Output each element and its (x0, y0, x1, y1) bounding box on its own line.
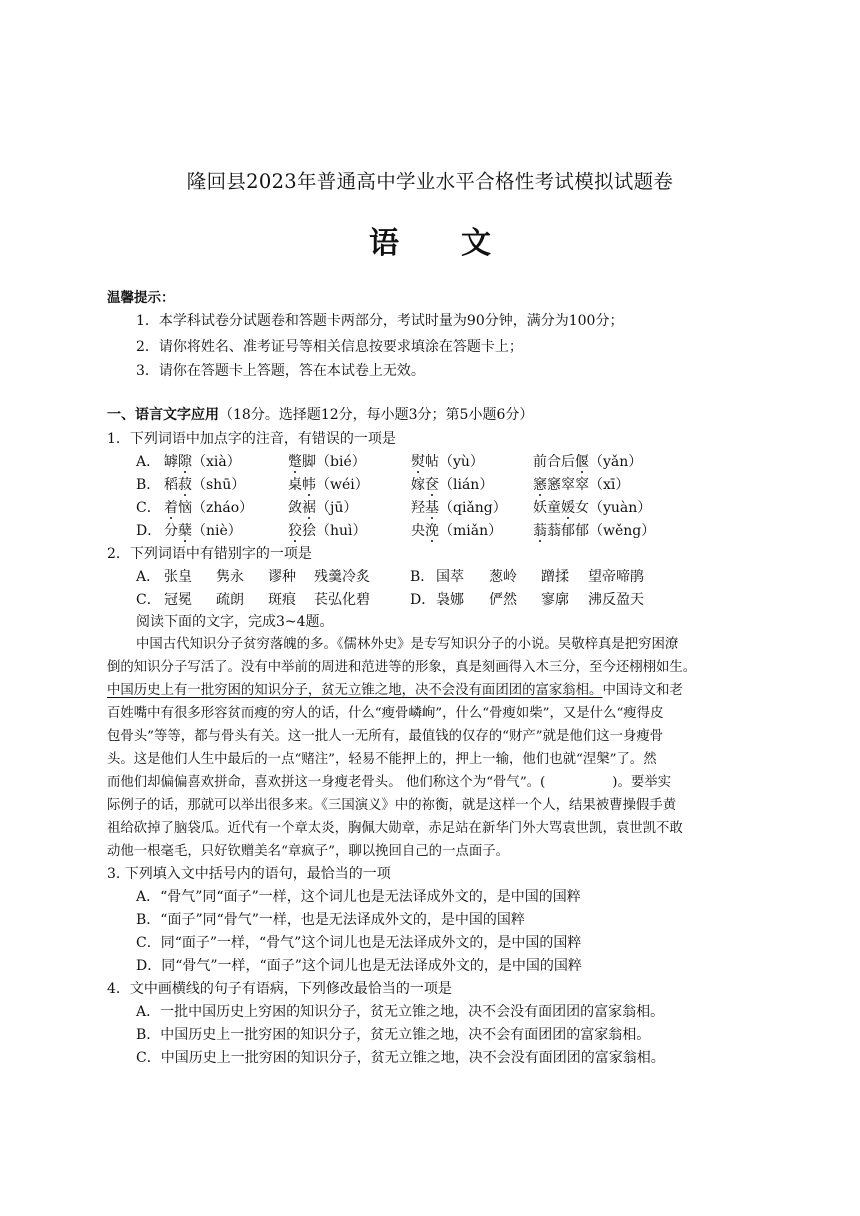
q4-option: A．一批中国历史上穷困的知识分子，贫无立锥之地，决不会没有面团团的富家翁相。 (136, 1004, 665, 1020)
item-text: （niè） (192, 523, 242, 539)
pinyin-item (164, 475, 245, 495)
item-text: 羟 (411, 500, 425, 516)
passage-line: 倒的知识分子写活了。没有中举前的周进和范进等的形象，真是刻画得入木三分，至今还栩栩如生。 (107, 660, 697, 675)
question-stem: 4．文中画横线的句子有语病，下列修改最恰当的一项是 (107, 981, 452, 997)
option-word: 袅娜 (436, 592, 464, 608)
item-text: 恼（zháo） (178, 500, 254, 516)
pinyin-item (533, 452, 642, 472)
dotted-char: 隙 (178, 454, 192, 470)
option-word: 残羹冷炙 (314, 569, 370, 585)
q3-option: B．“面子”同“骨气”一样，也是无法译成外文的，是中国的国粹 (136, 912, 525, 928)
dotted-char: 着 (164, 500, 178, 516)
subject-char: 文 (461, 226, 491, 261)
pinyin-item (533, 475, 629, 495)
dotted-char: 偃 (575, 454, 589, 470)
dotted-char: 蓊 (533, 523, 547, 539)
reading-intro: 阅读下面的文字，完成3~4题。 (136, 614, 334, 630)
item-text: （qiǎng） (439, 500, 507, 516)
tips-heading: 温馨提示： (107, 290, 175, 306)
subject-heading (0, 218, 860, 262)
pinyin-item (411, 521, 502, 541)
item-text: 蓊郁郁（wěng） (547, 523, 656, 539)
item-text: 窸窣窣（xī） (547, 477, 630, 493)
option-word: 苌弘化碧 (314, 592, 370, 608)
item-text: 央 (411, 523, 425, 539)
option-word: 冠冕 (164, 592, 192, 608)
dotted-char: 狡 (288, 523, 302, 539)
item-text: 敛 (288, 500, 302, 516)
option-label: B． (410, 569, 435, 585)
pinyin-item (164, 521, 242, 541)
tip-item: 2．请你将姓名、准考证号等相关信息按要求填涂在答题卡上； (136, 339, 523, 355)
option-word: 俨然 (489, 592, 517, 608)
passage-line: 百姓嘴中有很多形容贫而瘦的穷人的话，什么“瘦骨嶙峋”，什么“骨瘦如柴”，又是什么“瘦得皮 (107, 706, 664, 721)
question-stem: 3. 下列填入文中括号内的语句，最恰当的一项 (107, 866, 391, 882)
option-label: D． (136, 523, 162, 539)
item-text: 桌 (288, 477, 302, 493)
item-text: 帖（yù） (425, 454, 484, 470)
pinyin-item (411, 498, 507, 518)
dotted-char: 蘖 (178, 523, 192, 539)
section-note: （18分。选择题12分，每小题3分；第5小题6分） (219, 407, 534, 423)
dotted-char: 帏 (302, 477, 316, 493)
dotted-char: 熨 (411, 454, 425, 470)
q4-option: C．中国历史上一批穷困的知识分子，贫无立锥之地，决不会没有面团团的富家翁相。 (136, 1050, 665, 1066)
option-word: 沸反盈天 (588, 592, 644, 608)
option-label: A． (136, 454, 161, 470)
pinyin-item (288, 452, 366, 472)
option-word: 望帝啼鹃 (588, 569, 644, 585)
dotted-char: 菽 (178, 477, 192, 493)
item-text: （yǎn） (589, 454, 643, 470)
underlined-sentence: 中国历史上有一批穷困的知识分子，贫无立锥之地，决不会没有面团团的富家翁相。 (107, 683, 603, 698)
pinyin-item (288, 498, 357, 518)
dotted-char: 裾 (302, 500, 316, 516)
tip-item: 1．本学科试卷分试题卷和答题卡两部分，考试时量为90分钟，满分为100分； (136, 313, 624, 329)
passage-line: 际例子的话，那就可以举出很多来。《三国演义》中的祢衡，就是这样一个人，结果被曹操假手黄 (107, 798, 677, 813)
item-text: 罅 (164, 454, 178, 470)
item-text: 妖童 (533, 500, 561, 516)
item-text: （lián） (439, 477, 494, 493)
passage-line: 动他一根毫毛，只好钦赠美名“章疯子”，聊以挽回自己的一点面子。 (107, 844, 510, 859)
dotted-char: 浼 (425, 523, 439, 539)
dotted-char: 基 (425, 500, 439, 516)
pinyin-item (533, 498, 651, 518)
item-text: （xià） (192, 454, 241, 470)
passage-line (107, 681, 683, 701)
option-word: 隽永 (216, 569, 244, 585)
pinyin-item (288, 521, 367, 541)
q3-option: C．同“面子”一样，“骨气”这个词儿也是无法译成外文的，是中国的国粹 (136, 935, 582, 951)
item-text: 稻 (164, 477, 178, 493)
item-text: 嫁 (411, 477, 425, 493)
question-stem: 1．下列词语中加点字的注音，有错误的一项是 (107, 431, 396, 447)
item-text: 脚（bié） (302, 454, 366, 470)
q3-option: D．同“骨气”一样，“面子”这个词儿也是无法译成外文的，是中国的国粹 (136, 958, 582, 974)
pinyin-item (164, 498, 253, 518)
item-text: 女（yuàn） (575, 500, 652, 516)
section-heading (107, 405, 533, 425)
q3-option: A．“骨气”同“面子”一样，这个词儿也是无法译成外文的，是中国的国粹 (136, 889, 581, 905)
option-word: 蹭揉 (541, 569, 569, 585)
option-word: 谬种 (268, 569, 296, 585)
option-label: C． (136, 500, 161, 516)
pinyin-item (164, 452, 241, 472)
item-text: （miǎn） (439, 523, 503, 539)
dotted-char: 奁 (425, 477, 439, 493)
tip-item: 3．请你在答题卡上答题，答在本试卷上无效。 (136, 363, 425, 379)
option-label: B． (136, 477, 161, 493)
passage-line: 包骨头”等等，都与骨头有关。这一批人一无所有，最值钱的仅存的“财产”就是他们这一身瘦骨 (107, 729, 664, 744)
item-text: （shū） (192, 477, 246, 493)
passage-line: 头。这是他们人生中最后的一点“赌注”，轻易不能押上的，押上一输，他们也就“涅槃”了。然 (107, 752, 657, 767)
option-word: 疏朗 (216, 592, 244, 608)
option-label: D． (410, 592, 436, 608)
item-text: 分 (164, 523, 178, 539)
pinyin-item (411, 452, 484, 472)
option-word: 葱岭 (489, 569, 517, 585)
option-label: C． (136, 592, 161, 608)
item-text: （jū） (316, 500, 358, 516)
pinyin-item (288, 475, 369, 495)
dotted-char: 媛 (561, 500, 575, 516)
option-label: A． (136, 569, 161, 585)
passage-line: 祖给砍掉了脑袋瓜。近代有一个章太炎，胸佩大勋章，赤足站在新华门外大骂袁世凯，袁世凯不敢 (107, 821, 683, 836)
option-word: 寥廓 (541, 592, 569, 608)
passage-line: 而他们却偏偏喜欢拼命，喜欢拼这一身瘦老骨头。 他们称这个为“骨气”。( )。要举实 (107, 775, 672, 790)
passage-line: 中国古代知识分子贫穷落魄的多。《儒林外史》是专写知识分子的小说。吴敬梓真是把穷困潦 (136, 637, 679, 652)
option-word: 张皇 (164, 569, 192, 585)
pinyin-item (411, 475, 493, 495)
section-title: 一、语言文字应用 (107, 407, 219, 423)
passage-text: 中国诗文和老 (602, 683, 683, 698)
q4-option: B．中国历史上一批穷困的知识分子，贫无立锥之地，决不会有面团团的富家翁相。 (136, 1027, 651, 1043)
subject-char: 语 (369, 226, 399, 261)
item-text: 前合后 (533, 454, 575, 470)
item-text: （wéi） (316, 477, 369, 493)
pinyin-item (533, 521, 655, 541)
option-word: 斑痕 (268, 592, 296, 608)
item-text: 狯（huì） (302, 523, 367, 539)
dotted-char: 窸 (533, 477, 547, 493)
option-word: 国萃 (436, 569, 464, 585)
dotted-char: 蹩 (288, 454, 302, 470)
question-stem: 2．下列词语中有错别字的一项是 (107, 546, 312, 562)
exam-title: 隆回县2023年普通高中学业水平合格性考试模拟试题卷 (186, 170, 674, 193)
